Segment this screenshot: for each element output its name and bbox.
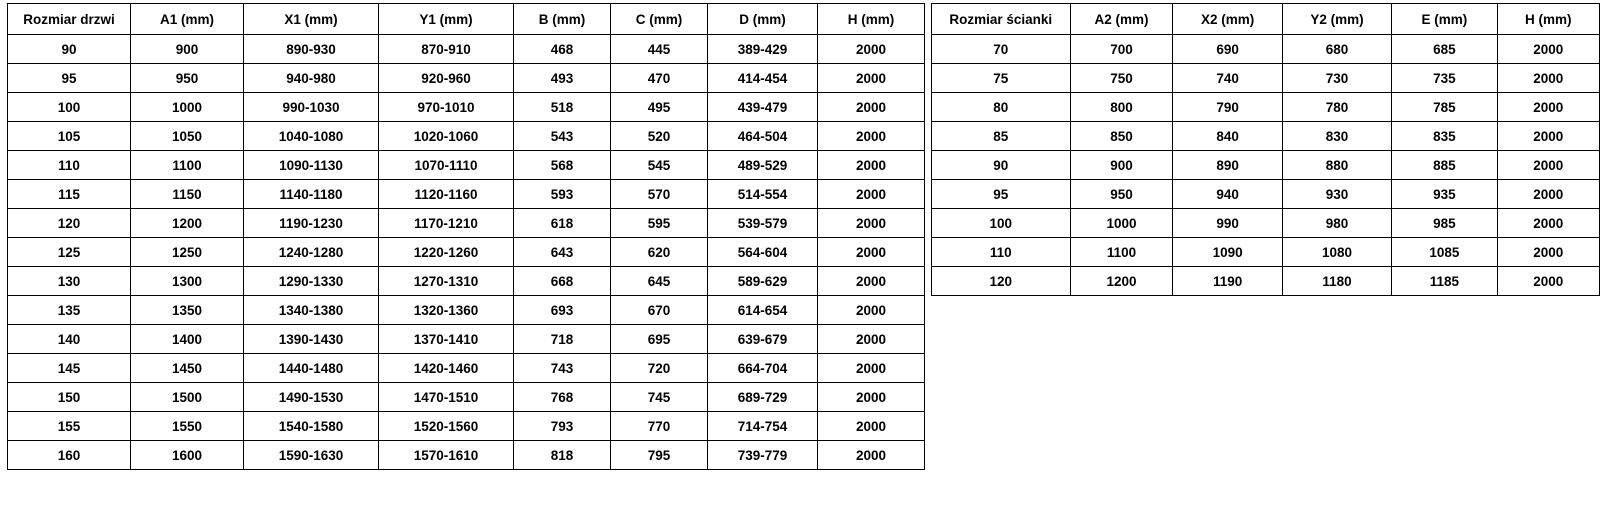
table-row [8,325,925,354]
table-cell: 115 [8,180,131,209]
table-row [8,354,925,383]
table-cell: 589-629 [708,267,818,296]
table-cell: 664-704 [708,354,818,383]
table-cell: 800 [1070,93,1173,122]
table-cell: 689-729 [708,383,818,412]
table-cell: 150 [8,383,131,412]
table-cell: 695 [611,325,708,354]
table-cell: 518 [514,93,611,122]
table-cell: 700 [1070,35,1173,64]
table-row [932,93,1600,122]
table-cell: 570 [611,180,708,209]
table-cell: 2000 [818,441,925,470]
column-header: A1 (mm) [131,4,244,35]
table-cell: 1240-1280 [244,238,379,267]
table-cell: 1140-1180 [244,180,379,209]
table-cell: 1340-1380 [244,296,379,325]
table-cell: 935 [1392,180,1497,209]
table-row [8,93,925,122]
table-cell: 1220-1260 [379,238,514,267]
table-cell: 745 [611,383,708,412]
table-cell: 1170-1210 [379,209,514,238]
table-cell: 2000 [1497,122,1600,151]
table-cell: 890 [1173,151,1282,180]
table-cell: 2000 [818,209,925,238]
table-cell: 1020-1060 [379,122,514,151]
table-cell: 1470-1510 [379,383,514,412]
table-cell: 680 [1282,35,1391,64]
column-header: E (mm) [1392,4,1497,35]
table-cell: 900 [1070,151,1173,180]
table-cell: 920-960 [379,64,514,93]
table-cell: 618 [514,209,611,238]
table-cell: 740 [1173,64,1282,93]
table-row [932,35,1600,64]
table-cell: 1570-1610 [379,441,514,470]
table-cell: 90 [8,35,131,64]
table-cell: 735 [1392,64,1497,93]
table-cell: 593 [514,180,611,209]
table-cell: 1185 [1392,267,1497,296]
table-cell: 120 [932,267,1071,296]
table-cell: 818 [514,441,611,470]
table-row [8,180,925,209]
column-header: X1 (mm) [244,4,379,35]
table-cell: 1400 [131,325,244,354]
table-cell: 2000 [1497,180,1600,209]
table-cell: 1180 [1282,267,1391,296]
table-cell: 539-579 [708,209,818,238]
table-cell: 830 [1282,122,1391,151]
table-cell: 105 [8,122,131,151]
column-header: H (mm) [1497,4,1600,35]
table-cell: 100 [8,93,131,122]
table-cell: 1100 [131,151,244,180]
table-cell: 2000 [1497,209,1600,238]
table-cell: 670 [611,296,708,325]
table-cell: 1490-1530 [244,383,379,412]
table-cell: 668 [514,267,611,296]
table-cell: 1120-1160 [379,180,514,209]
table-cell: 645 [611,267,708,296]
table-cell: 155 [8,412,131,441]
table-cell: 1250 [131,238,244,267]
table-cell: 643 [514,238,611,267]
column-header: H (mm) [818,4,925,35]
table-cell: 95 [932,180,1071,209]
table-row [8,64,925,93]
table-cell: 718 [514,325,611,354]
doors-dimensions-table [7,3,925,470]
table-cell: 1290-1330 [244,267,379,296]
table-cell: 620 [611,238,708,267]
table-row [932,209,1600,238]
table-cell: 780 [1282,93,1391,122]
table-cell: 1090 [1173,238,1282,267]
table-cell: 493 [514,64,611,93]
table-cell: 495 [611,93,708,122]
table-cell: 1200 [1070,267,1173,296]
table-cell: 1085 [1392,238,1497,267]
table-row [8,296,925,325]
table-row [8,383,925,412]
table-cell: 2000 [818,383,925,412]
table-cell: 2000 [1497,151,1600,180]
table-cell: 468 [514,35,611,64]
table-cell: 795 [611,441,708,470]
table-cell: 1000 [1070,209,1173,238]
column-header: Y1 (mm) [379,4,514,35]
table-row [8,238,925,267]
table-cell: 739-779 [708,441,818,470]
table-cell: 730 [1282,64,1391,93]
table-cell: 1090-1130 [244,151,379,180]
table-cell: 1050 [131,122,244,151]
table-cell: 2000 [1497,93,1600,122]
table-cell: 2000 [818,296,925,325]
table-cell: 900 [131,35,244,64]
table-cell: 135 [8,296,131,325]
table-cell: 990 [1173,209,1282,238]
table-cell: 543 [514,122,611,151]
table-cell: 750 [1070,64,1173,93]
table-cell: 520 [611,122,708,151]
table-row [8,35,925,64]
column-header: B (mm) [514,4,611,35]
table-cell: 75 [932,64,1071,93]
table-cell: 2000 [818,267,925,296]
table-cell: 130 [8,267,131,296]
table-cell: 1590-1630 [244,441,379,470]
column-header: X2 (mm) [1173,4,1282,35]
table-cell: 1270-1310 [379,267,514,296]
table-row [932,267,1600,296]
table-cell: 1390-1430 [244,325,379,354]
table-cell: 470 [611,64,708,93]
table-cell: 1300 [131,267,244,296]
table-cell: 940-980 [244,64,379,93]
table-cell: 564-604 [708,238,818,267]
table-cell: 1070-1110 [379,151,514,180]
table-cell: 785 [1392,93,1497,122]
table-cell: 790 [1173,93,1282,122]
table-cell: 1000 [131,93,244,122]
table-cell: 1500 [131,383,244,412]
table-cell: 870-910 [379,35,514,64]
table-cell: 770 [611,412,708,441]
table-cell: 2000 [818,35,925,64]
table-cell: 2000 [818,354,925,383]
table-cell: 743 [514,354,611,383]
table-cell: 2000 [1497,238,1600,267]
table-row [8,151,925,180]
table-cell: 2000 [818,412,925,441]
table-cell: 980 [1282,209,1391,238]
table-cell: 1600 [131,441,244,470]
table-cell: 414-454 [708,64,818,93]
table-cell: 890-930 [244,35,379,64]
table-cell: 970-1010 [379,93,514,122]
table-cell: 2000 [818,325,925,354]
table-cell: 489-529 [708,151,818,180]
table-cell: 1520-1560 [379,412,514,441]
table-cell: 1320-1360 [379,296,514,325]
table-cell: 110 [8,151,131,180]
table-cell: 445 [611,35,708,64]
table-header-row [8,4,925,35]
table-cell: 2000 [1497,35,1600,64]
table-cell: 85 [932,122,1071,151]
table-cell: 885 [1392,151,1497,180]
table-cell: 1450 [131,354,244,383]
table-cell: 595 [611,209,708,238]
table-header-row [932,4,1600,35]
table-cell: 1540-1580 [244,412,379,441]
table-cell: 1550 [131,412,244,441]
table-cell: 120 [8,209,131,238]
table-cell: 985 [1392,209,1497,238]
table-cell: 850 [1070,122,1173,151]
table-cell: 950 [1070,180,1173,209]
table-row [932,238,1600,267]
walls-dimensions-table [931,3,1600,296]
table-cell: 2000 [818,238,925,267]
table-cell: 514-554 [708,180,818,209]
table-cell: 685 [1392,35,1497,64]
table-cell: 614-654 [708,296,818,325]
table-row [932,151,1600,180]
table-cell: 145 [8,354,131,383]
table-cell: 1190 [1173,267,1282,296]
column-header: D (mm) [708,4,818,35]
table-cell: 1080 [1282,238,1391,267]
table-cell: 1370-1410 [379,325,514,354]
table-cell: 930 [1282,180,1391,209]
table-cell: 439-479 [708,93,818,122]
table-cell: 2000 [818,64,925,93]
table-cell: 2000 [818,93,925,122]
column-header: Rozmiar ścianki [932,4,1071,35]
table-row [8,209,925,238]
table-cell: 160 [8,441,131,470]
table-cell: 2000 [1497,267,1600,296]
column-header: Rozmiar drzwi [8,4,131,35]
table-cell: 940 [1173,180,1282,209]
table-cell: 90 [932,151,1071,180]
table-cell: 2000 [818,180,925,209]
table-cell: 140 [8,325,131,354]
column-header: Y2 (mm) [1282,4,1391,35]
table-cell: 1440-1480 [244,354,379,383]
table-cell: 568 [514,151,611,180]
table-cell: 110 [932,238,1071,267]
table-cell: 80 [932,93,1071,122]
table-cell: 950 [131,64,244,93]
table-cell: 639-679 [708,325,818,354]
table-cell: 1100 [1070,238,1173,267]
table-cell: 835 [1392,122,1497,151]
table-cell: 2000 [818,122,925,151]
table-row [932,64,1600,93]
table-cell: 1040-1080 [244,122,379,151]
table-row [8,267,925,296]
column-header: A2 (mm) [1070,4,1173,35]
table-cell: 1350 [131,296,244,325]
table-row [932,122,1600,151]
table-cell: 1190-1230 [244,209,379,238]
table-cell: 2000 [818,151,925,180]
table-cell: 1420-1460 [379,354,514,383]
table-cell: 714-754 [708,412,818,441]
table-cell: 2000 [1497,64,1600,93]
table-cell: 840 [1173,122,1282,151]
table-cell: 793 [514,412,611,441]
table-cell: 720 [611,354,708,383]
table-cell: 1200 [131,209,244,238]
table-cell: 125 [8,238,131,267]
table-cell: 70 [932,35,1071,64]
table-row [8,412,925,441]
table-cell: 768 [514,383,611,412]
table-cell: 464-504 [708,122,818,151]
table-cell: 880 [1282,151,1391,180]
table-cell: 95 [8,64,131,93]
table-cell: 1150 [131,180,244,209]
column-header: C (mm) [611,4,708,35]
table-cell: 100 [932,209,1071,238]
table-row [932,180,1600,209]
table-cell: 990-1030 [244,93,379,122]
table-cell: 545 [611,151,708,180]
table-cell: 690 [1173,35,1282,64]
table-row [8,122,925,151]
table-row [8,441,925,470]
table-cell: 389-429 [708,35,818,64]
table-cell: 693 [514,296,611,325]
